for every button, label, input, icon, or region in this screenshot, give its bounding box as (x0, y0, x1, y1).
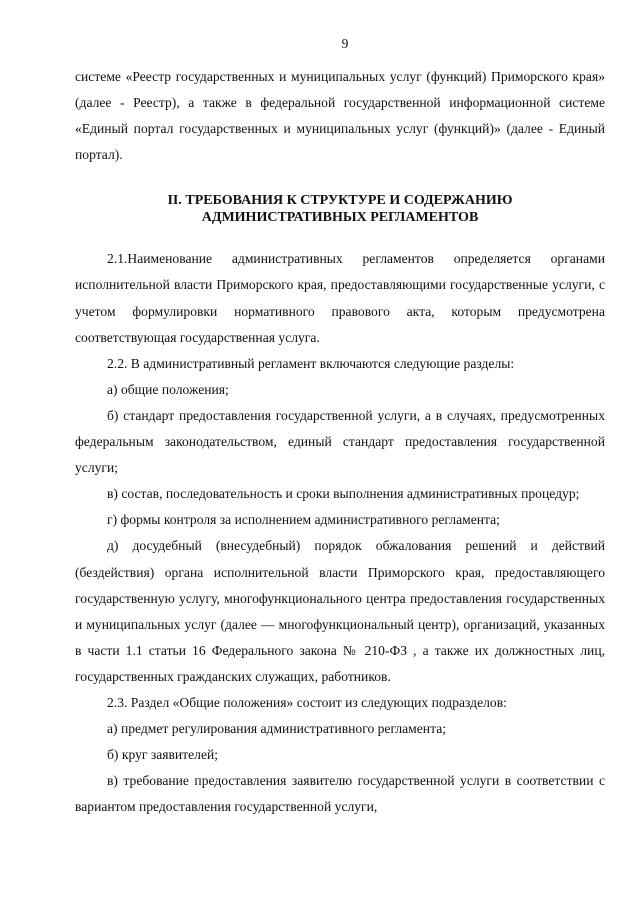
list-item-d: д) досудебный (внесудебный) порядок обжалования решений и действий (бездействия) органа исполнительной власти Приморского края, предоставляющего государственную услугу, многофункционального центра предоставления государственных и муниципальных услуг (далее — многофункциональный центр), организаций, указанных в части 1.1 статьи 16 Федерального закона № 210-ФЗ , а также их должностных лиц, государственных гражданских служащих, работников. (75, 538, 605, 684)
section-heading-line-1: II. ТРЕБОВАНИЯ К СТРУКТУРЕ И СОДЕРЖАНИЮ (167, 193, 513, 209)
paragraph-2-3: 2.3. Раздел «Общие положения» состоит из следующих подразделов: (107, 694, 507, 710)
subsection-item-v: в) требование предоставления заявителю государственной услуги в соответствии с вариантом предоставления государственной услуги, (75, 773, 605, 815)
paragraph-2-1: 2.1.Наименование административных регламентов определяется органами исполнительной власти Приморского края, предоставляющими государственные услуги, с учетом формулировки нормативного правового акта, которым предусмотрена соответствующая государственная услуга. (75, 251, 605, 345)
subsection-item-b: б) круг заявителей; (107, 747, 219, 763)
list-item-v: в) состав, последовательность и сроки выполнения административных процедур; (107, 486, 580, 502)
list-item-a: а) общие положения; (107, 381, 229, 397)
subsection-item-a: а) предмет регулирования административного регламента; (107, 721, 446, 737)
intro-paragraph: системе «Реестр государственных и муниципальных услуг (функций) Приморского края» (далее - Реестр), а также в федеральной государственной информационной системе «Единый портал государственных и муниципальных услуг (функций)» (далее - Единый портал). (75, 69, 605, 163)
list-item-b: б) стандарт предоставления государственной услуги, а в случаях, предусмотренных федеральным законодательством, единый стандарт предоставления государственной услуги; (75, 407, 605, 476)
list-item-g: г) формы контроля за исполнением административного регламента; (107, 512, 500, 528)
page-number: 9 (341, 36, 349, 51)
paragraph-2-2: 2.2. В административный регламент включаются следующие разделы: (107, 355, 515, 371)
section-heading (75, 192, 605, 226)
section-heading-line-2: АДМИНИСТРАТИВНЫХ РЕГЛАМЕНТОВ (201, 210, 479, 226)
